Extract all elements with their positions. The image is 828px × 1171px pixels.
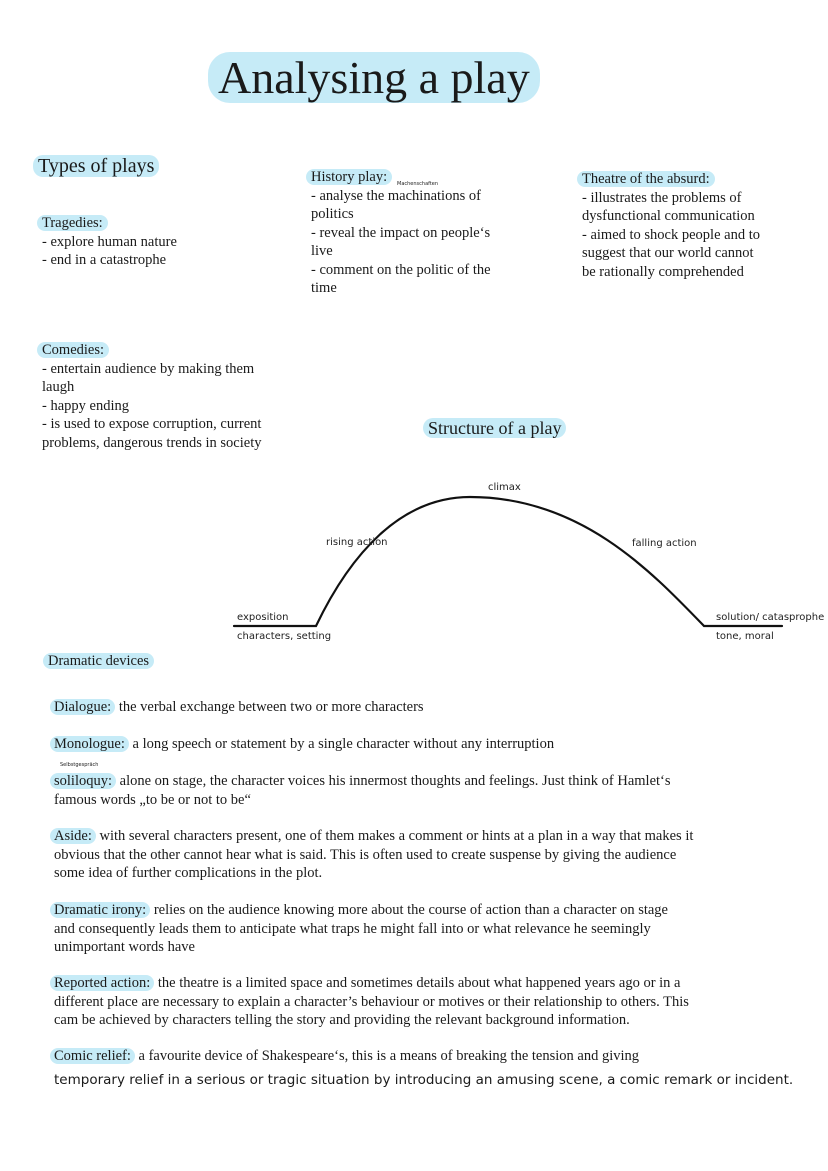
history-label: History play: [306, 169, 392, 185]
comedies-line: - happy ending [42, 397, 129, 414]
absurd-line: dysfunctional communication [582, 208, 755, 224]
comedies-line: - entertain audience by making them [42, 360, 255, 377]
solution-label: solution/ catasprophe [716, 612, 825, 623]
absurd-line: be rationally comprehended [582, 263, 744, 280]
device-term: Reported action: [50, 975, 154, 991]
device-term: Aside: [50, 828, 96, 844]
absurd-label: Theatre of the absurd: [577, 171, 715, 187]
page-title-text: Analysing a play [208, 52, 540, 103]
solution-sub-label: tone, moral [716, 631, 774, 642]
structure-heading: Structure of a play [428, 416, 566, 440]
device-dramatic-irony: Dramatic irony: relies on the audience knowing more about the course of action than a character on stage and consequently leads them to anticipate what traps he might fall into or what relevance he seemingly unimportant words have [54, 901, 774, 957]
device-term: Monologue: [50, 736, 129, 752]
soliloquy-annotation: Selbstgespräch [60, 762, 99, 768]
types-heading: Types of plays [38, 153, 159, 179]
history-line: - analyse the machinations of [311, 187, 481, 204]
dramatic-arc-line [234, 497, 782, 626]
exposition-sub-label: characters, setting [237, 631, 332, 642]
device-term: Dialogue: [50, 699, 115, 715]
comedies-line: laugh [42, 379, 75, 395]
history-line: - reveal the impact on people‘s [311, 224, 491, 241]
device-term: soliloquy: [50, 773, 116, 789]
device-dialogue: Dialogue: the verbal exchange between two or more characters [54, 698, 774, 717]
tragedies-line: - explore human nature [42, 233, 177, 250]
rising-action-label: rising action [326, 537, 388, 548]
history-line: politics [311, 206, 354, 222]
comedies-label: Comedies: [37, 342, 109, 358]
falling-action-label: falling action [632, 538, 697, 549]
device-soliloquy: soliloquy: alone on stage, the character voices his innermost thoughts and feelings. Just think of Hamlet‘s famous words „to be or not to be“ [54, 772, 774, 809]
device-term: Dramatic irony: [50, 902, 150, 918]
device-monologue: Monologue: a long speech or statement by a single character without any interruption [54, 735, 774, 754]
comedies-line: - is used to expose corruption, current [42, 416, 262, 432]
history-line: time [311, 280, 337, 296]
tragedies-label: Tragedies: [37, 215, 108, 231]
history-line: - comment on the politic of the [311, 261, 491, 278]
absurd-line: - illustrates the problems of [582, 189, 742, 206]
tragedies-line: - end in a catastrophe [42, 252, 167, 268]
device-comic-relief: Comic relief: a favourite device of Shakespeare‘s, this is a means of breaking the tension and giving temporary relief in a serious or tragic situation by introducing an amusing scene, a comic remark or incident. [54, 1047, 774, 1089]
absurd-line: suggest that our world cannot [582, 245, 754, 261]
history-line: live [311, 243, 333, 259]
device-term: Comic relief: [50, 1048, 135, 1064]
absurd-line: - aimed to shock people and to [582, 226, 760, 243]
exposition-label: exposition [237, 612, 289, 623]
history-annotation: Machenschaften [397, 181, 439, 187]
device-aside: Aside: with several characters present, one of them makes a comment or hints at a plan in a way that makes it obvious that the other cannot hear what is said. This is often used to create suspense by giving the audience some idea of further complications in the plot. [54, 827, 774, 883]
climax-label: climax [488, 482, 521, 493]
devices-heading: Dramatic devices [48, 652, 154, 671]
comedies-line: problems, dangerous trends in society [42, 434, 262, 451]
device-reported-action: Reported action: the theatre is a limited space and sometimes details about what happened years ago or in a different place are necessary to explain a character’s behaviour or motives or their relationship to others. This cam be achieved by characters telling the story and providing the relevant background information. [54, 974, 774, 1030]
